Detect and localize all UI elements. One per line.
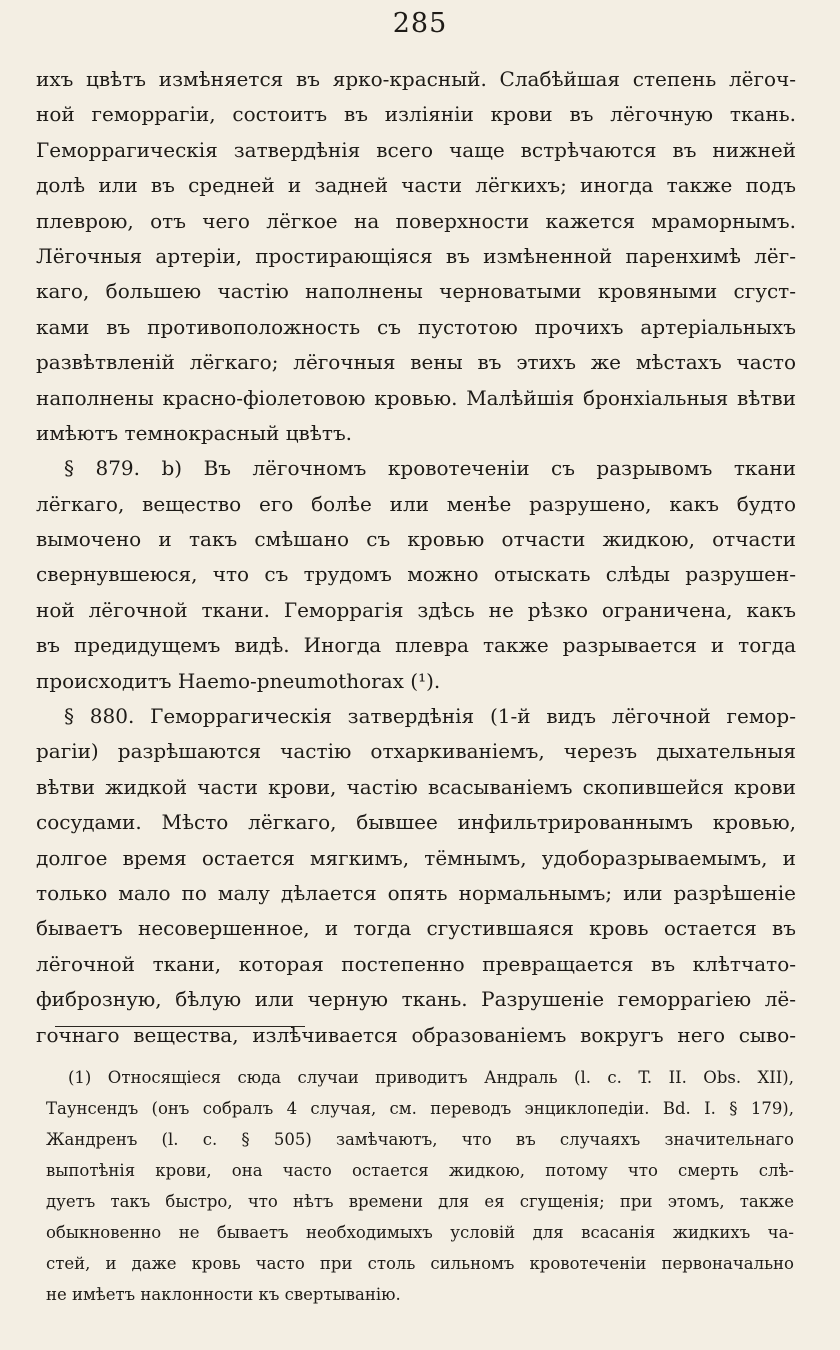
footnote-line: обыкновенно не бываетъ необходимыхъ условій для всасанія жидкихъ ча- bbox=[46, 1223, 794, 1242]
text-line: лёгкаго, вещество его болѣе или менѣе разрушено, какъ будто bbox=[36, 491, 796, 516]
footnote-line: стей, и даже кровь часто при столь сильномъ кровотеченіи первоначально bbox=[46, 1254, 794, 1273]
text-line: развѣтвленій лёгкаго; лёгочныя вены въ этихъ же мѣстахъ часто bbox=[36, 350, 796, 375]
text-line: ками въ противоположность съ пустотою прочихъ артеріальныхъ bbox=[36, 314, 796, 339]
text-line: рагіи) разрѣшаются частію отхаркиваніемъ, черезъ дыхательныя bbox=[36, 739, 796, 764]
footnote-line: Жандренъ (l. c. § 505) замѣчаютъ, что въ случаяхъ значительнаго bbox=[46, 1130, 794, 1149]
text-line: имѣютъ темнокрасный цвѣтъ. bbox=[36, 420, 353, 445]
text-line: ной лёгочной ткани. Геморрагія здѣсь не рѣзко ограничена, какъ bbox=[36, 597, 796, 622]
text-line: происходитъ Haemo-pneumothorax (¹). bbox=[36, 668, 441, 693]
text-line: только мало по малу дѣлается опять нормальнымъ; или разрѣшеніе bbox=[36, 880, 796, 905]
text-line: ной геморрагіи, состоитъ въ изліяніи крови въ лёгочную ткань. bbox=[36, 102, 796, 127]
text-line: вымочено и такъ смѣшано съ кровью отчасти жидкою, отчасти bbox=[36, 527, 796, 552]
text-line: долѣ или въ средней и задней части лёгкихъ; иногда также подъ bbox=[36, 173, 796, 198]
text-line: плеврою, отъ чего лёгкое на поверхности кажется мраморнымъ. bbox=[36, 208, 796, 233]
text-line: въ предидущемъ видѣ. Иногда плевра также разрывается и тогда bbox=[36, 633, 796, 658]
page-number: 285 bbox=[392, 8, 448, 39]
text-line: сосудами. Мѣсто лёгкаго, бывшее инфильтрированнымъ кровью, bbox=[36, 810, 796, 835]
text-line: наполнены красно-фіолетовою кровью. Малѣйшія бронхіальныя вѣтви bbox=[36, 385, 796, 410]
text-line: свернувшеюся, что съ трудомъ можно отыскать слѣды разрушен- bbox=[36, 562, 796, 587]
footnote-divider bbox=[55, 1026, 305, 1027]
footnote bbox=[46, 1062, 794, 1310]
text-line: фиброзную, бѣлую или черную ткань. Разрушеніе геморрагіею лё- bbox=[36, 987, 796, 1012]
text-line: ихъ цвѣтъ измѣняется въ ярко-красный. Слабѣйшая степень лёгоч- bbox=[36, 67, 796, 91]
footnote-line: выпотѣнія крови, она часто остается жидкою, потому что смерть слѣ- bbox=[46, 1161, 794, 1180]
main-text bbox=[36, 62, 796, 1053]
text-line: гочнаго вещества, излѣчивается образованіемъ вокругъ него сыво- bbox=[36, 1022, 796, 1047]
footnote-line: Таунсендъ (онъ собралъ 4 случая, см. переводъ энциклопедіи. Bd. I. § 179), bbox=[46, 1099, 794, 1118]
section-879-heading-line: § 879. b) Въ лёгочномъ кровотеченіи съ разрывомъ ткани bbox=[64, 456, 796, 481]
text-line: вѣтви жидкой части крови, частію всасываніемъ скопившейся крови bbox=[36, 774, 796, 799]
text-line: каго, большею частію наполнены черноватыми кровяными сгуст- bbox=[36, 279, 796, 304]
footnote-line: дуетъ такъ быстро, что нѣтъ времени для ея сгущенія; при этомъ, также bbox=[46, 1192, 794, 1211]
footnote-line: не имѣетъ наклонности къ свертыванію. bbox=[46, 1285, 401, 1304]
text-line: Геморрагическія затвердѣнія всего чаще встрѣчаются въ нижней bbox=[36, 137, 796, 162]
text-line: лёгочной ткани, которая постепенно превращается въ клѣтчато- bbox=[36, 951, 796, 976]
text-line: долгое время остается мягкимъ, тёмнымъ, удоборазрываемымъ, и bbox=[36, 845, 796, 870]
text-line: Лёгочныя артеріи, простирающіяся въ измѣненной паренхимѣ лёг- bbox=[36, 243, 796, 268]
text-line: бываетъ несовершенное, и тогда сгустившаяся кровь остается въ bbox=[36, 916, 796, 941]
footnote-line: (1) Относящіеся сюда случаи приводитъ Андраль (l. c. T. II. Obs. XII), bbox=[68, 1068, 794, 1087]
section-880-heading-line: § 880. Геморрагическія затвердѣнія (1-й видъ лёгочной гемор- bbox=[64, 704, 796, 729]
